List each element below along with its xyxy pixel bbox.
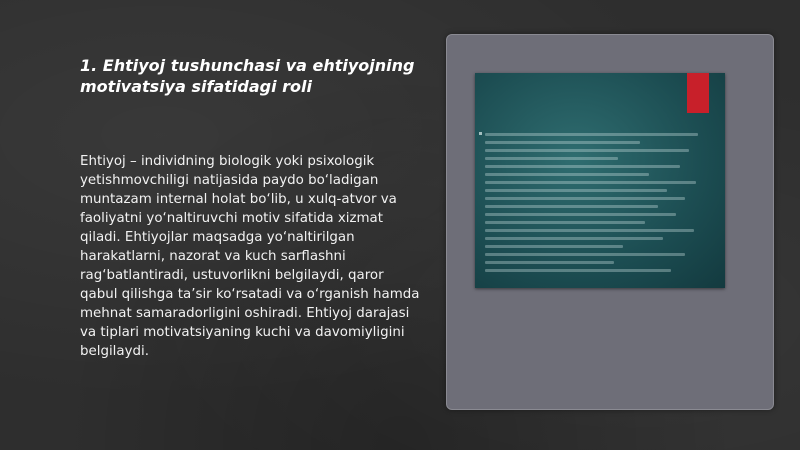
embedded-text-line [485,237,663,240]
embedded-text-line [485,181,696,184]
slide-body-text: Ehtiyoj – individning biologik yoki psixologik yetishmovchiligi natijasida paydo bo‘ladigan muntazam internal holat bo‘lib, u xulq-atvor va faoliyatni yo‘naltiruvchi motiv sifatida xizmat qiladi. Ehtiyojlar maqsadga yo‘naltirilgan harakatlarni, nazorat va kuch sarflashni rag‘batlantiradi, ustuvorlikni belgilaydi, qaror qabul qilishga ta’sir ko‘rsatadi va o‘rganish hamda mehnat samaradorligini oshiradi. Ehtiyoj darajasi va tiplari motivatsiyaning kuchi va davomiyligini belgilaydi. [80,154,420,359]
slide-picture-frame [446,34,774,410]
embedded-text-line [485,165,680,168]
embedded-text-line [485,197,685,200]
bullet-icon [479,132,482,135]
embedded-slide-image [475,73,725,288]
embedded-text-line [485,269,671,272]
embedded-text-line [485,205,658,208]
slide-title: 1. Ehtiyoj tushunchasi va ehtiyojning motivatsiya sifatidagi roli [80,56,415,96]
red-accent-bar [687,73,709,113]
embedded-text-line [485,133,698,136]
embedded-text-line [485,253,685,256]
embedded-text-line [485,245,623,248]
embedded-text-line [485,213,676,216]
embedded-text-line [485,229,694,232]
embedded-text-line [485,157,618,160]
embedded-text-line [485,221,645,224]
embedded-slide-text-lines [485,133,707,277]
embedded-text-line [485,141,640,144]
embedded-text-line [485,173,649,176]
embedded-text-line [485,149,689,152]
embedded-text-line [485,189,667,192]
embedded-text-line [485,261,614,264]
